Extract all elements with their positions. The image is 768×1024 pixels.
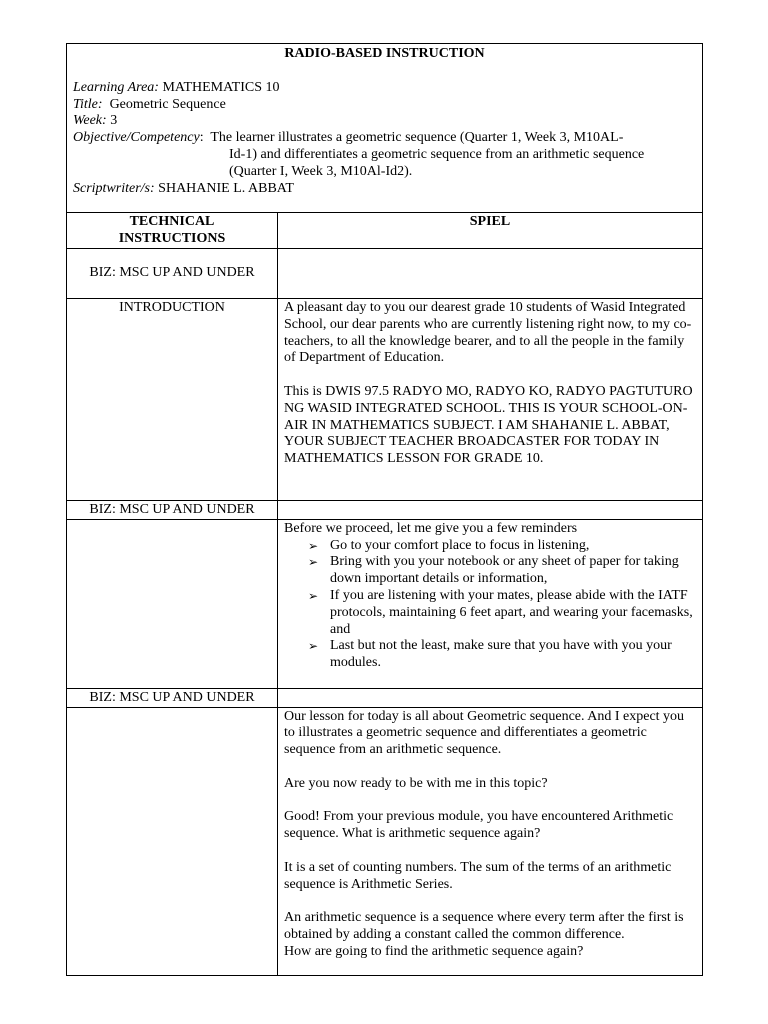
arrow-bullet-icon: ➢ bbox=[308, 538, 319, 553]
biz-cue-3: BIZ: MSC UP AND UNDER bbox=[67, 688, 278, 707]
reminders-intro: Before we proceed, let me give you a few reminders bbox=[284, 520, 578, 536]
table-row bbox=[67, 501, 703, 520]
week-line bbox=[73, 113, 696, 130]
objective-line: Objective/Competency: The learner illustrates a geometric sequence (Quarter 1, Week 3, M10AL- Id-1) and differentiates a geometric sequence from an arithmetic sequence (Quarter I, Week 3, M10Al-Id2). bbox=[73, 130, 645, 179]
scriptwriter-line bbox=[73, 181, 696, 198]
list-item: ➢ If you are listening with your mates, please abide with the IATF protocols, maintaining 6 feet apart, and wearing your facemasks, and bbox=[308, 587, 693, 637]
list-item: ➢ Last but not the least, make sure that you have with you your modules. bbox=[308, 638, 672, 671]
biz-cue-2: BIZ: MSC UP AND UNDER bbox=[67, 501, 278, 520]
header-cell bbox=[67, 44, 703, 213]
technical-cell-empty bbox=[67, 519, 278, 688]
reminders-spiel bbox=[278, 519, 703, 688]
learning-area-line bbox=[73, 80, 696, 97]
lesson-paragraph-3: Good! From your previous module, you have encountered Arithmetic sequence. What is arithmetic sequence again? bbox=[284, 809, 674, 842]
lesson-spiel bbox=[278, 707, 703, 975]
learning-area-label: Learning Area: bbox=[73, 79, 159, 95]
introduction-spiel bbox=[278, 299, 703, 501]
reminders-list bbox=[284, 538, 696, 672]
script-table bbox=[66, 43, 703, 976]
list-item: ➢ Bring with you your notebook or any sheet of paper for taking down important details or information, bbox=[308, 554, 679, 587]
table-row bbox=[67, 249, 703, 299]
arrow-bullet-icon: ➢ bbox=[308, 588, 319, 603]
title-label: Title: bbox=[73, 96, 103, 112]
scriptwriter-value: SHAHANIE L. ABBAT bbox=[154, 180, 294, 196]
objective-text-line1: The learner illustrates a geometric sequence (Quarter 1, Week 3, M10AL- bbox=[210, 130, 624, 146]
objective-text-line3: (Quarter I, Week 3, M10Al-Id2). bbox=[229, 163, 413, 179]
spiel-cell-empty bbox=[278, 501, 703, 520]
table-row bbox=[67, 707, 703, 975]
lesson-paragraph-4: It is a set of counting numbers. The sum of the terms of an arithmetic sequence is Arithmetic Series. bbox=[284, 859, 672, 892]
biz-cue-1: BIZ: MSC UP AND UNDER bbox=[67, 249, 278, 299]
lesson-paragraph-1: Our lesson for today is all about Geometric sequence. And I expect you to illustrates a geometric sequence and differentiates a geometric sequence from an arithmetic sequence. bbox=[284, 708, 685, 758]
arrow-bullet-icon: ➢ bbox=[308, 555, 319, 570]
introduction-label: INTRODUCTION bbox=[67, 299, 278, 501]
title-line bbox=[73, 97, 696, 114]
lesson-paragraph-6: How are going to find the arithmetic sequence again? bbox=[284, 943, 584, 959]
table-row bbox=[67, 519, 703, 688]
learning-area-value: MATHEMATICS 10 bbox=[158, 79, 280, 95]
objective-label: Objective/Competency bbox=[73, 130, 200, 146]
week-value: 3 bbox=[106, 113, 118, 129]
table-row bbox=[67, 299, 703, 501]
scriptwriter-label: Scriptwriter/s: bbox=[73, 180, 155, 196]
week-label: Week: bbox=[73, 113, 107, 129]
spiel-cell-empty bbox=[278, 249, 703, 299]
objective-text-line2: Id-1) and differentiates a geometric sequence from an arithmetic sequence bbox=[229, 146, 645, 162]
introduction-paragraph-1: A pleasant day to you our dearest grade 10 students of Wasid Integrated School, our dear parents who are currently listening right now, to my co-teachers, to all the knowledge bearer, and to all the people in the family of Department of Education. bbox=[284, 300, 692, 366]
list-item: ➢ Go to your comfort place to focus in listening, bbox=[308, 537, 590, 553]
document-title: RADIO-BASED INSTRUCTION bbox=[284, 46, 485, 61]
metadata-block bbox=[73, 80, 696, 198]
lesson-paragraph-2: Are you now ready to be with me in this topic? bbox=[284, 775, 548, 791]
arrow-bullet-icon: ➢ bbox=[308, 639, 319, 654]
spiel-header: SPIEL bbox=[278, 213, 703, 249]
technical-instructions-header: TECHNICAL INSTRUCTIONS bbox=[67, 213, 278, 249]
technical-cell-empty bbox=[67, 707, 278, 975]
lesson-paragraph-5: An arithmetic sequence is a sequence where every term after the first is obtained by adding a constant called the common difference. bbox=[284, 910, 684, 942]
introduction-paragraph-2: This is DWIS 97.5 RADYO MO, RADYO KO, RADYO PAGTUTURO NG WASID INTEGRATED SCHOOL. THIS IS YOUR SCHOOL-ON-AIR IN MATHEMATICS SUBJECT. I AM SHAHANIE L. ABBAT, YOUR SUBJECT TEACHER BROADCASTER FOR TODAY IN MATHEMATICS LESSON FOR GRADE 10. bbox=[284, 383, 693, 467]
table-row bbox=[67, 688, 703, 707]
title-value: Geometric Sequence bbox=[102, 96, 226, 112]
spiel-cell-empty bbox=[278, 688, 703, 707]
column-header-row bbox=[67, 213, 703, 249]
header-row bbox=[67, 44, 703, 213]
